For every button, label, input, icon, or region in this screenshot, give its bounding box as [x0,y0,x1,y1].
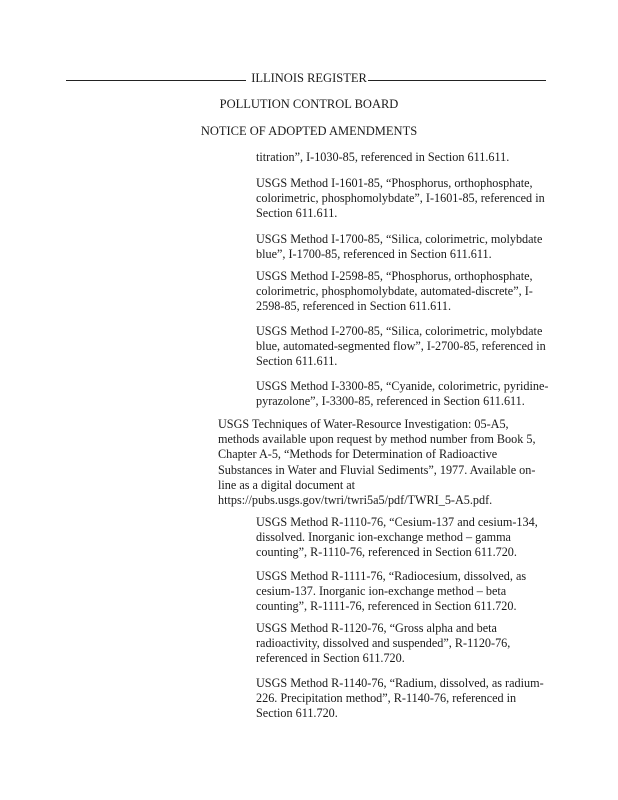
paragraph-usgs-techniques [218,417,558,508]
paragraph-i-2700-85 [256,324,556,370]
text-line: USGS Techniques of Water-Resource Investigation: 05-A5, [218,417,509,431]
paragraph-i-1601-85 [256,176,556,222]
paragraph-r-1120-76 [256,621,556,667]
text-line: USGS Method R-1140-76, “Radium, dissolved, as radium- [256,676,544,690]
paragraph-r-1111-76 [256,569,556,615]
text-line: Section 611.611. [256,354,338,369]
paragraph-r-1110-76 [256,515,556,561]
paragraph-i-1700-85 [256,232,556,262]
text-line: USGS Method I-1601-85, “Phosphorus, orthophosphate, [256,176,533,190]
text-line: 2598-85, referenced in Section 611.611. [256,299,452,314]
text-line: USGS Method I-3300-85, “Cyanide, colorimetric, pyridine- [256,379,549,393]
text-line: USGS Method I-2598-85, “Phosphorus, orthophosphate, [256,269,533,283]
document-url: https://pubs.usgs.gov/twri/twri5a5/pdf/TWRI_5-A5.pdf. [218,493,493,508]
text-line: counting”, R-1110-76, referenced in Section 611.720. [256,545,517,560]
text-line: colorimetric, phosphomolybdate, automated-discrete”, I- [256,284,533,299]
paragraph-i-2598-85 [256,269,556,315]
text-line: Substances in Water and Fluvial Sediments”, 1977. Available on- [218,462,536,477]
text-line: dissolved. Inorganic ion-exchange method – gamma [256,530,511,545]
board-name: POLLUTION CONTROL BOARD [219,97,399,111]
text-line: cesium-137. Inorganic ion-exchange method – beta [256,584,507,599]
text-line: USGS Method I-2700-85, “Silica, colorimetric, molybdate [256,324,543,338]
text-line: referenced in Section 611.720. [256,651,405,666]
paragraph-r-1140-76 [256,676,556,722]
text-line: Section 611.720. [256,706,338,721]
text-line: colorimetric, phosphomolybdate”, I-1601-85, referenced in [256,191,545,206]
text-line: USGS Method R-1120-76, “Gross alpha and beta [256,621,497,635]
text-line: USGS Method R-1111-76, “Radiocesium, dissolved, as [256,569,527,583]
register-title: ILLINOIS REGISTER [251,71,367,85]
text-line: Section 611.611. [256,206,338,221]
text-line: 226. Precipitation method”, R-1140-76, referenced in [256,691,517,706]
notice-title: NOTICE OF ADOPTED AMENDMENTS [200,124,418,138]
text-line: line as a digital document at [218,477,356,492]
text-line: blue, automated-segmented flow”, I-2700-85, referenced in [256,339,546,354]
text-line: radioactivity, dissolved and suspended”, R-1120-76, [256,636,511,651]
text-line: pyrazolone”, I-3300-85, referenced in Section 611.611. [256,394,525,409]
text-line: methods available upon request by method number from Book 5, [218,432,536,447]
text-line: Chapter A-5, “Methods for Determination of Radioactive [218,447,498,462]
paragraph-titration [256,150,556,165]
text-line: USGS Method I-1700-85, “Silica, colorimetric, molybdate [256,232,543,246]
text-line: USGS Method R-1110-76, “Cesium-137 and cesium-134, [256,515,538,529]
text-line: blue”, I-1700-85, referenced in Section 611.611. [256,247,492,262]
text-line: titration”, I-1030-85, referenced in Section 611.611. [256,150,510,164]
paragraph-i-3300-85 [256,379,556,409]
text-line: counting”, R-1111-76, referenced in Section 611.720. [256,599,517,614]
